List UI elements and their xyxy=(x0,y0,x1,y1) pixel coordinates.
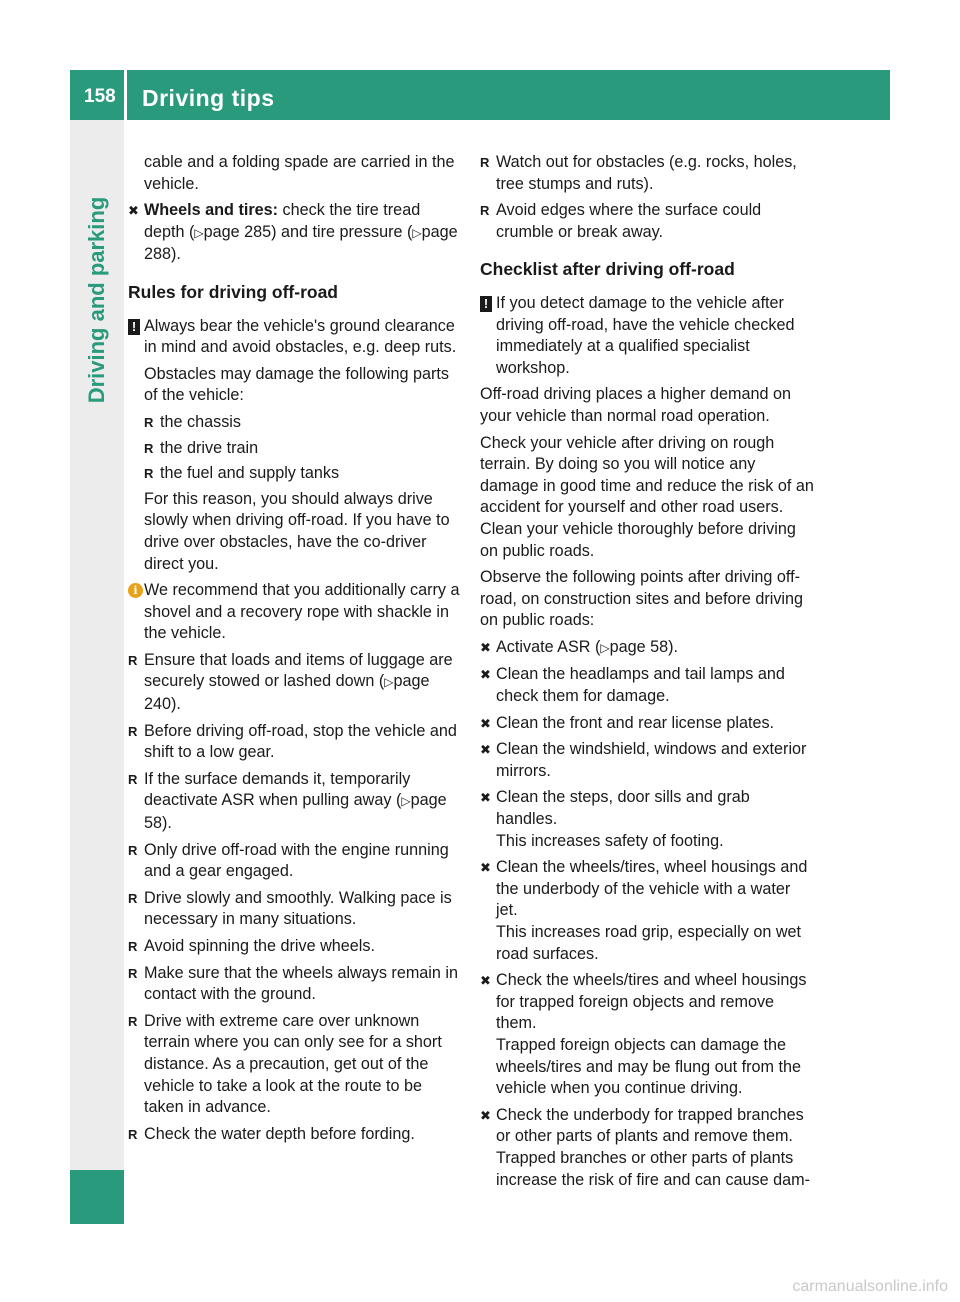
bullet-icon: R xyxy=(480,203,490,219)
page-reference-icon: ▷ xyxy=(194,225,204,240)
list-item xyxy=(128,963,462,1006)
step-note: This increases road grip, especially on wet road surfaces. xyxy=(496,923,802,963)
left-column xyxy=(128,152,462,1150)
warning-text: Always bear the vehicle's ground clearance in mind and avoid obstacles, e.g. deep ruts. xyxy=(144,316,457,357)
step-note: This increases safety of footing. xyxy=(496,831,724,850)
step-text: Clean the steps, door sills and grab handles. xyxy=(496,788,750,829)
page-reference-icon: ▷ xyxy=(384,675,394,690)
list-item xyxy=(128,438,462,460)
step-text: Activate ASR ( xyxy=(496,637,601,656)
section-heading: Rules for driving off-road xyxy=(128,281,338,302)
step-item xyxy=(480,857,814,965)
watermark: carmanualsonline.info xyxy=(792,1278,948,1295)
list-item-text: the drive train xyxy=(160,438,259,457)
step-item xyxy=(480,739,814,782)
warning-block xyxy=(480,293,814,379)
bullet-icon: R xyxy=(128,939,138,954)
page-reference[interactable]: page 240). xyxy=(144,672,430,714)
list-item-text: the fuel and supply tanks xyxy=(160,464,340,483)
arrow-step-icon: ✖ xyxy=(480,639,491,655)
step-item xyxy=(128,200,462,266)
page-reference[interactable]: page 285) and tire pressure ( xyxy=(203,222,413,241)
step-text: Clean the front and rear license plates. xyxy=(496,713,775,732)
step-item xyxy=(480,713,814,735)
warning-text: If you detect damage to the vehicle after driving off-road, have the vehicle checked immediately at a qualified specialist workshop. xyxy=(496,293,795,377)
list-item-text: Make sure that the wheels always remain in contact with the ground. xyxy=(144,963,459,1004)
arrow-step-icon: ✖ xyxy=(480,790,491,806)
warning-block xyxy=(128,316,462,359)
page-number: 158 xyxy=(84,86,116,107)
list-item xyxy=(128,936,462,958)
arrow-step-icon: ✖ xyxy=(480,742,491,758)
step-text: check the tire tread depth ( xyxy=(144,201,421,241)
paragraph: Check your vehicle after driving on rough terrain. By doing so you will notice any damage in good time and reduce the risk of an accident for yourself and other road users. Clean your vehicle thoroughly before driving on public roads. xyxy=(480,433,814,560)
page-reference[interactable]: page 288). xyxy=(144,222,458,264)
list-item-text: the chassis xyxy=(160,412,241,431)
list-item xyxy=(128,1124,462,1146)
list-item xyxy=(480,200,814,243)
list-item-text: Drive with extreme care over unknown terrain where you can only see for a short distance. As a precaution, get out of the vehicle to take a look at the route to be taken in advance. xyxy=(144,1011,442,1117)
bullet-icon: R xyxy=(128,1013,138,1029)
info-text: We recommend that you additionally carry a shovel and a recovery rope with shackle in the vehicle. xyxy=(144,581,460,643)
arrow-step-icon: ✖ xyxy=(480,715,491,731)
header-divider xyxy=(124,70,127,120)
chapter-label: Driving and parking xyxy=(84,196,109,404)
section-heading: Checklist after driving off-road xyxy=(480,259,735,280)
arrow-step-icon: ✖ xyxy=(480,973,491,989)
bullet-icon: R xyxy=(144,440,154,456)
info-block xyxy=(128,580,462,645)
bullet-icon: R xyxy=(128,652,138,668)
step-text: Check the underbody for trapped branches or other parts of plants and remove them. xyxy=(496,1105,804,1146)
page-reference-icon: ▷ xyxy=(600,640,610,655)
paragraph: For this reason, you should always drive slowly when driving off-road. If you have to drive over obstacles, have the co-driver direct you. xyxy=(144,489,450,573)
bullet-icon: R xyxy=(128,842,138,858)
list-item xyxy=(128,721,462,764)
bullet-icon: R xyxy=(128,965,138,981)
step-text: Clean the wheels/tires, wheel housings and the underbody of the vehicle with a water jet. xyxy=(496,858,808,920)
page-reference[interactable]: page 58). xyxy=(609,637,678,656)
page-reference[interactable]: page 58). xyxy=(144,791,447,833)
arrow-step-icon: ✖ xyxy=(480,860,491,876)
list-item-text: Drive slowly and smoothly. Walking pace is necessary in many situations. xyxy=(144,888,452,929)
page-reference-icon: ▷ xyxy=(412,225,422,240)
bullet-icon: R xyxy=(128,723,138,739)
bullet-icon: R xyxy=(480,155,490,170)
list-item-text: If the surface demands it, temporarily deactivate ASR when pulling away ( xyxy=(144,769,411,810)
list-item-text: Before driving off-road, stop the vehicle and shift to a low gear. xyxy=(144,721,457,762)
list-item-text: Ensure that loads and items of luggage are securely stowed or lashed down ( xyxy=(144,650,453,691)
paragraph: Observe the following points after driving off-road, on construction sites and before driving on public roads: xyxy=(480,568,804,630)
paragraph: Obstacles may damage the following parts of the vehicle: xyxy=(144,364,450,405)
step-note: Trapped branches or other parts of plants increase the risk of fire and can cause dam- xyxy=(496,1148,811,1189)
bullet-icon: R xyxy=(128,1126,138,1142)
step-text: Check the wheels/tires and wheel housings for trapped foreign objects and remove them. xyxy=(496,971,807,1033)
list-item-text: Watch out for obstacles (e.g. rocks, holes, tree stumps and ruts). xyxy=(496,153,797,193)
step-text: Clean the headlamps and tail lamps and check them for damage. xyxy=(496,665,785,706)
side-tab-marker xyxy=(70,1170,124,1224)
step-label: Wheels and tires: xyxy=(144,201,279,220)
list-item xyxy=(128,840,462,883)
bullet-icon: R xyxy=(144,466,154,482)
page-reference-icon: ▷ xyxy=(401,794,411,809)
step-text: Clean the windshield, windows and exterior mirrors. xyxy=(496,740,807,780)
bullet-icon: R xyxy=(128,890,138,906)
step-item xyxy=(480,970,814,1100)
bullet-icon: R xyxy=(144,414,154,430)
arrow-step-icon: ✖ xyxy=(480,1107,491,1123)
paragraph: Off-road driving places a higher demand on your vehicle than normal road operation. xyxy=(480,385,792,425)
section-title: Driving tips xyxy=(142,85,275,111)
list-item xyxy=(128,412,462,434)
list-item-text: Only drive off-road with the engine running and a gear engaged. xyxy=(144,840,449,881)
warning-icon: ! xyxy=(128,319,140,335)
list-item xyxy=(128,769,462,835)
list-item xyxy=(480,152,814,195)
step-item xyxy=(480,787,814,852)
warning-icon: ! xyxy=(480,296,492,312)
info-icon: i xyxy=(128,583,143,598)
paragraph: cable and a folding spade are carried in the vehicle. xyxy=(144,153,455,193)
list-item-text: Avoid edges where the surface could crumble or break away. xyxy=(496,201,762,241)
step-note: Trapped foreign objects can damage the wheels/tires and may be flung out from the vehicle when you continue driving. xyxy=(496,1035,802,1098)
step-item xyxy=(480,637,814,660)
list-item-text: Avoid spinning the drive wheels. xyxy=(144,937,375,955)
list-item xyxy=(128,888,462,931)
step-item xyxy=(480,664,814,707)
list-item xyxy=(128,650,462,716)
step-item xyxy=(480,1105,814,1191)
arrow-step-icon: ✖ xyxy=(128,203,139,219)
right-column xyxy=(480,152,814,1196)
bullet-icon: R xyxy=(128,771,138,787)
list-item xyxy=(128,1011,462,1119)
arrow-step-icon: ✖ xyxy=(480,667,491,683)
list-item-text: Check the water depth before fording. xyxy=(144,1124,415,1143)
list-item xyxy=(128,463,462,485)
